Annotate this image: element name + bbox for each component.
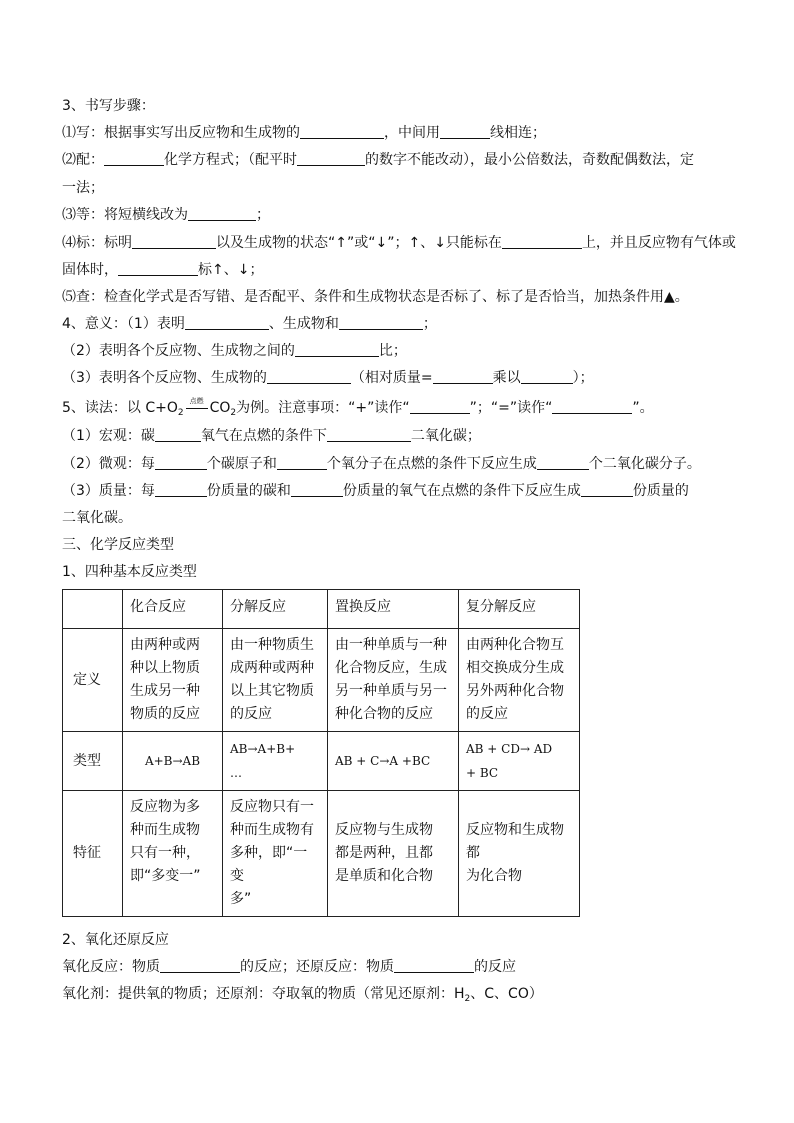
reaction-types-table — [62, 589, 580, 917]
header-displacement: 置换反应 — [328, 590, 459, 629]
blank-write-1[interactable] — [300, 123, 384, 139]
cell-type: AB + C→A +BC — [328, 732, 459, 791]
equation-arrow: 点燃 — [184, 400, 210, 414]
reading-macro: （1）宏观：碳 氧气在点燃的条件下 二氧化碳； — [62, 428, 481, 444]
step-mark-cont: 固体时， 标↑、↓； — [62, 262, 264, 278]
subsection-basic-types: 1、四种基本反应类型 — [62, 564, 197, 580]
header-decomposition: 分解反应 — [223, 590, 328, 629]
step-balance: ⑵配： 化学方程式；（配平时 的数字不能改动），最小公倍数法，奇数配偶数法，定 — [62, 152, 694, 168]
row-label-definition: 定义 — [63, 629, 123, 732]
blank-reduction[interactable] — [394, 957, 474, 973]
blank-oxidation[interactable] — [160, 957, 240, 973]
blank-meaning-5[interactable] — [433, 368, 493, 384]
blank-read-plus[interactable] — [410, 398, 470, 414]
cell-feature: 反应物与生成物 都是两种，且都 是单质和化合物 — [328, 791, 459, 917]
meaning-2: （2）表明各个反应物、生成物之间的 比； — [62, 343, 407, 359]
redox-reactions: 氧化反应：物质 的反应；还原反应：物质 的反应 — [62, 959, 516, 975]
blank-meaning-4[interactable] — [267, 368, 351, 384]
cell-feature: 反应物和生成物 都 为化合物 — [459, 791, 580, 917]
table-row-definition — [63, 629, 580, 732]
cell-definition: 由两种或两 种以上物质 生成另一种 物质的反应 — [123, 629, 223, 732]
blank-macro-2[interactable] — [327, 426, 411, 442]
table-header-row — [63, 590, 580, 629]
reading-intro: 5、读法：以 $C+O_2$ 点燃 $CO_2$为例。注意事项：“+”读作“ ”；“=”读作“ ”。 — [62, 397, 654, 418]
blank-equal[interactable] — [188, 205, 256, 221]
blank-mass-3[interactable] — [581, 481, 633, 497]
meaning-1: 4、意义：（1）表明 、生成物和 ； — [62, 316, 437, 332]
table-row-feature — [63, 791, 580, 917]
blank-meaning-3[interactable] — [295, 341, 379, 357]
blank-balance-2[interactable] — [297, 150, 365, 166]
cell-type: AB→A+B+ … — [223, 732, 328, 791]
blank-macro-1[interactable] — [155, 426, 201, 442]
cell-feature: 反应物为多 种而生成物 只有一种， 即“多变一” — [123, 791, 223, 917]
blank-mark-1[interactable] — [132, 233, 216, 249]
redox-agents: 氧化剂：提供氧的物质；还原剂：夺取氧的物质（常见还原剂：$H_2$、C、CO） — [62, 986, 543, 1004]
steps-heading: 3、书写步骤： — [62, 98, 155, 114]
blank-mark-2[interactable] — [502, 233, 582, 249]
blank-meaning-2[interactable] — [339, 314, 423, 330]
row-label-type: 类型 — [63, 732, 123, 791]
meaning-3: （3）表明各个反应物、生成物的 （相对质量= 乘以 ）； — [62, 370, 594, 386]
row-label-feature: 特征 — [63, 791, 123, 917]
step-write: ⑴写：根据事实写出反应物和生成物的 ，中间用 线相连； — [62, 125, 546, 141]
blank-meaning-1[interactable] — [185, 314, 269, 330]
blank-write-2[interactable] — [440, 123, 490, 139]
header-combination: 化合反应 — [123, 590, 223, 629]
table-row-type — [63, 732, 580, 791]
header-double-displacement: 复分解反应 — [459, 590, 580, 629]
reading-mass-cont: 二氧化碳。 — [62, 510, 132, 526]
cell-feature: 反应物只有一 种而生成物有 多种，即“一变 多” — [223, 791, 328, 917]
blank-mark-3[interactable] — [118, 260, 198, 276]
section-title: 三、化学反应类型 — [62, 537, 174, 553]
step-balance-cont: 一法； — [62, 180, 104, 196]
blank-mass-1[interactable] — [155, 481, 207, 497]
cell-type: A+B→AB — [123, 732, 223, 791]
blank-read-equal[interactable] — [552, 398, 632, 414]
subsection-redox: 2、氧化还原反应 — [62, 932, 169, 948]
step-equal: ⑶等：将短横线改为 ； — [62, 207, 270, 223]
reading-mass: （3）质量：每 份质量的碳和 份质量的氧气在点燃的条件下反应生成 份质量的 — [62, 483, 689, 499]
blank-meaning-6[interactable] — [521, 368, 573, 384]
blank-micro-2[interactable] — [277, 454, 327, 470]
cell-definition: 由一种物质生 成两种或两种 以上其它物质 的反应 — [223, 629, 328, 732]
cell-type: AB + CD→ AD + BC — [459, 732, 580, 791]
cell-definition: 由两种化合物互 相交换成分生成 另外两种化合物 的反应 — [459, 629, 580, 732]
table-corner — [63, 590, 123, 629]
step-check: ⑸查：检查化学式是否写错、是否配平、条件和生成物状态是否标了、标了是否恰当，加热条件用▲。 — [62, 289, 689, 305]
step-mark: ⑷标：标明 以及生成物的状态“↑”或“↓”；↑、↓只能标在 上，并且反应物有气体或 — [62, 235, 736, 251]
blank-mass-2[interactable] — [291, 481, 343, 497]
blank-micro-1[interactable] — [155, 454, 207, 470]
cell-definition: 由一种单质与一种 化合物反应，生成 另一种单质与另一 种化合物的反应 — [328, 629, 459, 732]
blank-micro-3[interactable] — [537, 454, 589, 470]
blank-balance-1[interactable] — [104, 150, 164, 166]
reading-micro: （2）微观：每 个碳原子和 个氧分子在点燃的条件下反应生成 个二氧化碳分子。 — [62, 456, 701, 472]
